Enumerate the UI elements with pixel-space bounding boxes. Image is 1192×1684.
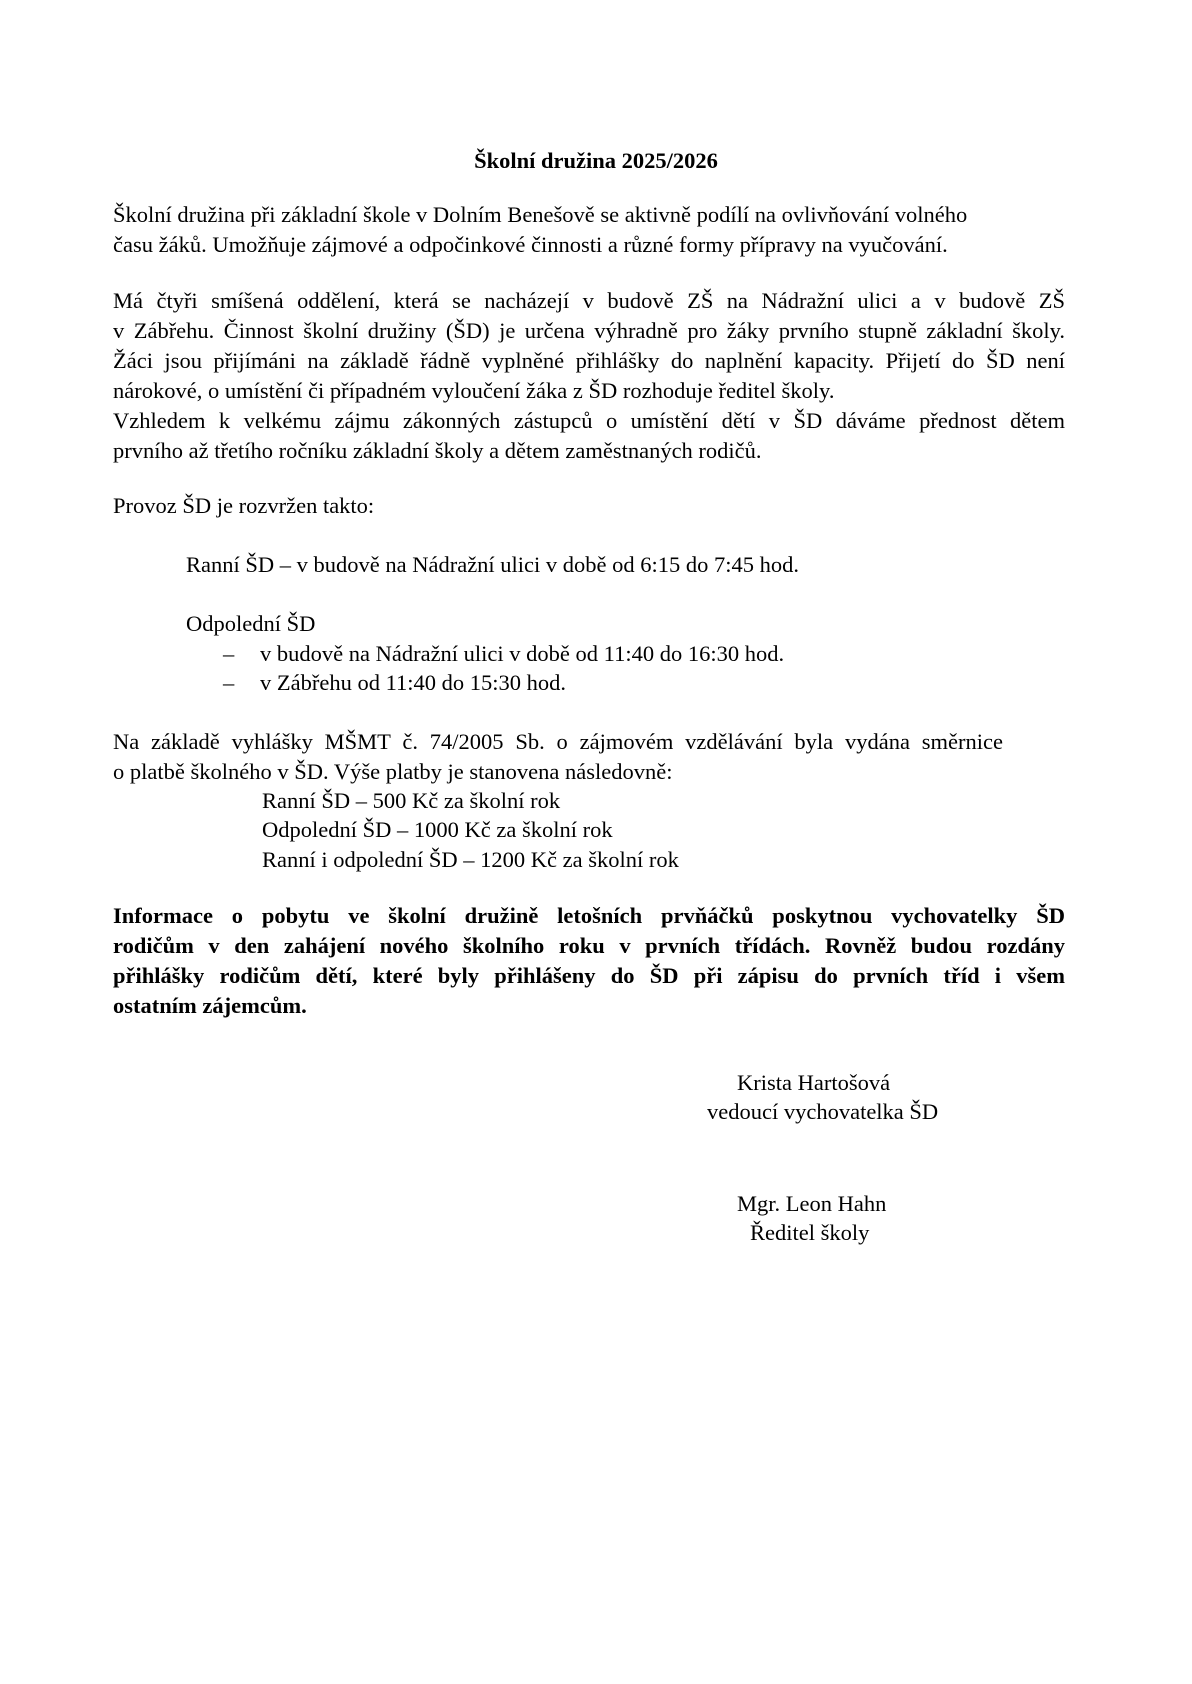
signature-name: Krista Hartošová — [737, 1070, 891, 1095]
fee-item: Odpolední ŠD – 1000 Kč za školní rok — [262, 817, 613, 842]
notice-line: ostatním zájemcům. — [113, 993, 307, 1018]
schedule-morning: Ranní ŠD – v budově na Nádražní ulici v době od 6:15 do 7:45 hod. — [186, 552, 800, 577]
fee-item: Ranní ŠD – 500 Kč za školní rok — [262, 788, 561, 813]
afternoon-item-text: v Zábřehu od 11:40 do 15:30 hod. — [260, 670, 567, 695]
afternoon-item-text: v budově na Nádražní ulici v době od 11:40 do 16:30 hod. — [260, 641, 785, 666]
intro-line: Školní družina při základní škole v Dolním Benešově se aktivně podílí na ovlivňování volného — [113, 202, 968, 227]
info-line: Vzhledem k velkému zájmu zákonných zástupců o umístění dětí v ŠD dáváme přednost dětem — [113, 408, 1065, 433]
info-line: prvního až třetího ročníku základní školy a dětem zaměstnaných rodičů. — [113, 438, 762, 463]
fee-item: Ranní i odpolední ŠD – 1200 Kč za školní rok — [262, 847, 679, 872]
fees-line: o platbě školného v ŠD. Výše platby je stanovena následovně: — [113, 759, 673, 784]
intro-line: času žáků. Umožňuje zájmové a odpočinkové činnosti a různé formy přípravy na vyučování. — [113, 232, 948, 257]
notice-paragraph — [113, 901, 1065, 1021]
schedule-afternoon-item — [0, 668, 1192, 698]
dash-bullet: – — [223, 641, 235, 666]
schedule-afternoon-item — [0, 639, 1192, 669]
document-title: Školní družina 2025/2026 — [474, 148, 718, 173]
notice-line: rodičům v den zahájení nového školního roku v prvních třídách. Rovněž budou rozdány — [113, 933, 1065, 958]
schedule-afternoon-heading: Odpolední ŠD — [186, 611, 316, 636]
signature-name: Mgr. Leon Hahn — [737, 1191, 887, 1216]
dash-bullet: – — [223, 670, 235, 695]
fees-paragraph — [113, 727, 1065, 787]
schedule-heading: Provoz ŠD je rozvržen takto: — [113, 493, 375, 518]
fees-line: Na základě vyhlášky MŠMT č. 74/2005 Sb. o zájmovém vzdělávání byla vydána směrnice — [113, 729, 1003, 754]
info-line: nárokové, o umístění či případném vyloučení žáka z ŠD rozhoduje ředitel školy. — [113, 378, 835, 403]
info-paragraph — [113, 286, 1065, 466]
info-line: Má čtyři smíšená oddělení, která se nacházejí v budově ZŠ na Nádražní ulici a v budově ZŠ — [113, 288, 1065, 313]
info-line: v Zábřehu. Činnost školní družiny (ŠD) je určena výhradně pro žáky prvního stupně základní školy. — [113, 318, 1065, 343]
intro-paragraph — [113, 200, 1065, 260]
info-line: Žáci jsou přijímáni na základě řádně vyplněné přihlášky do naplnění kapacity. Přijetí do ŠD není — [113, 348, 1065, 373]
signature-role: vedoucí vychovatelka ŠD — [707, 1099, 939, 1124]
signature-role: Ředitel školy — [750, 1220, 870, 1245]
notice-line: Informace o pobytu ve školní družině letošních prvňáčků poskytnou vychovatelky ŠD — [113, 903, 1065, 928]
notice-line: přihlášky rodičům dětí, které byly přihlášeny do ŠD při zápisu do prvních tříd i všem — [113, 963, 1065, 988]
